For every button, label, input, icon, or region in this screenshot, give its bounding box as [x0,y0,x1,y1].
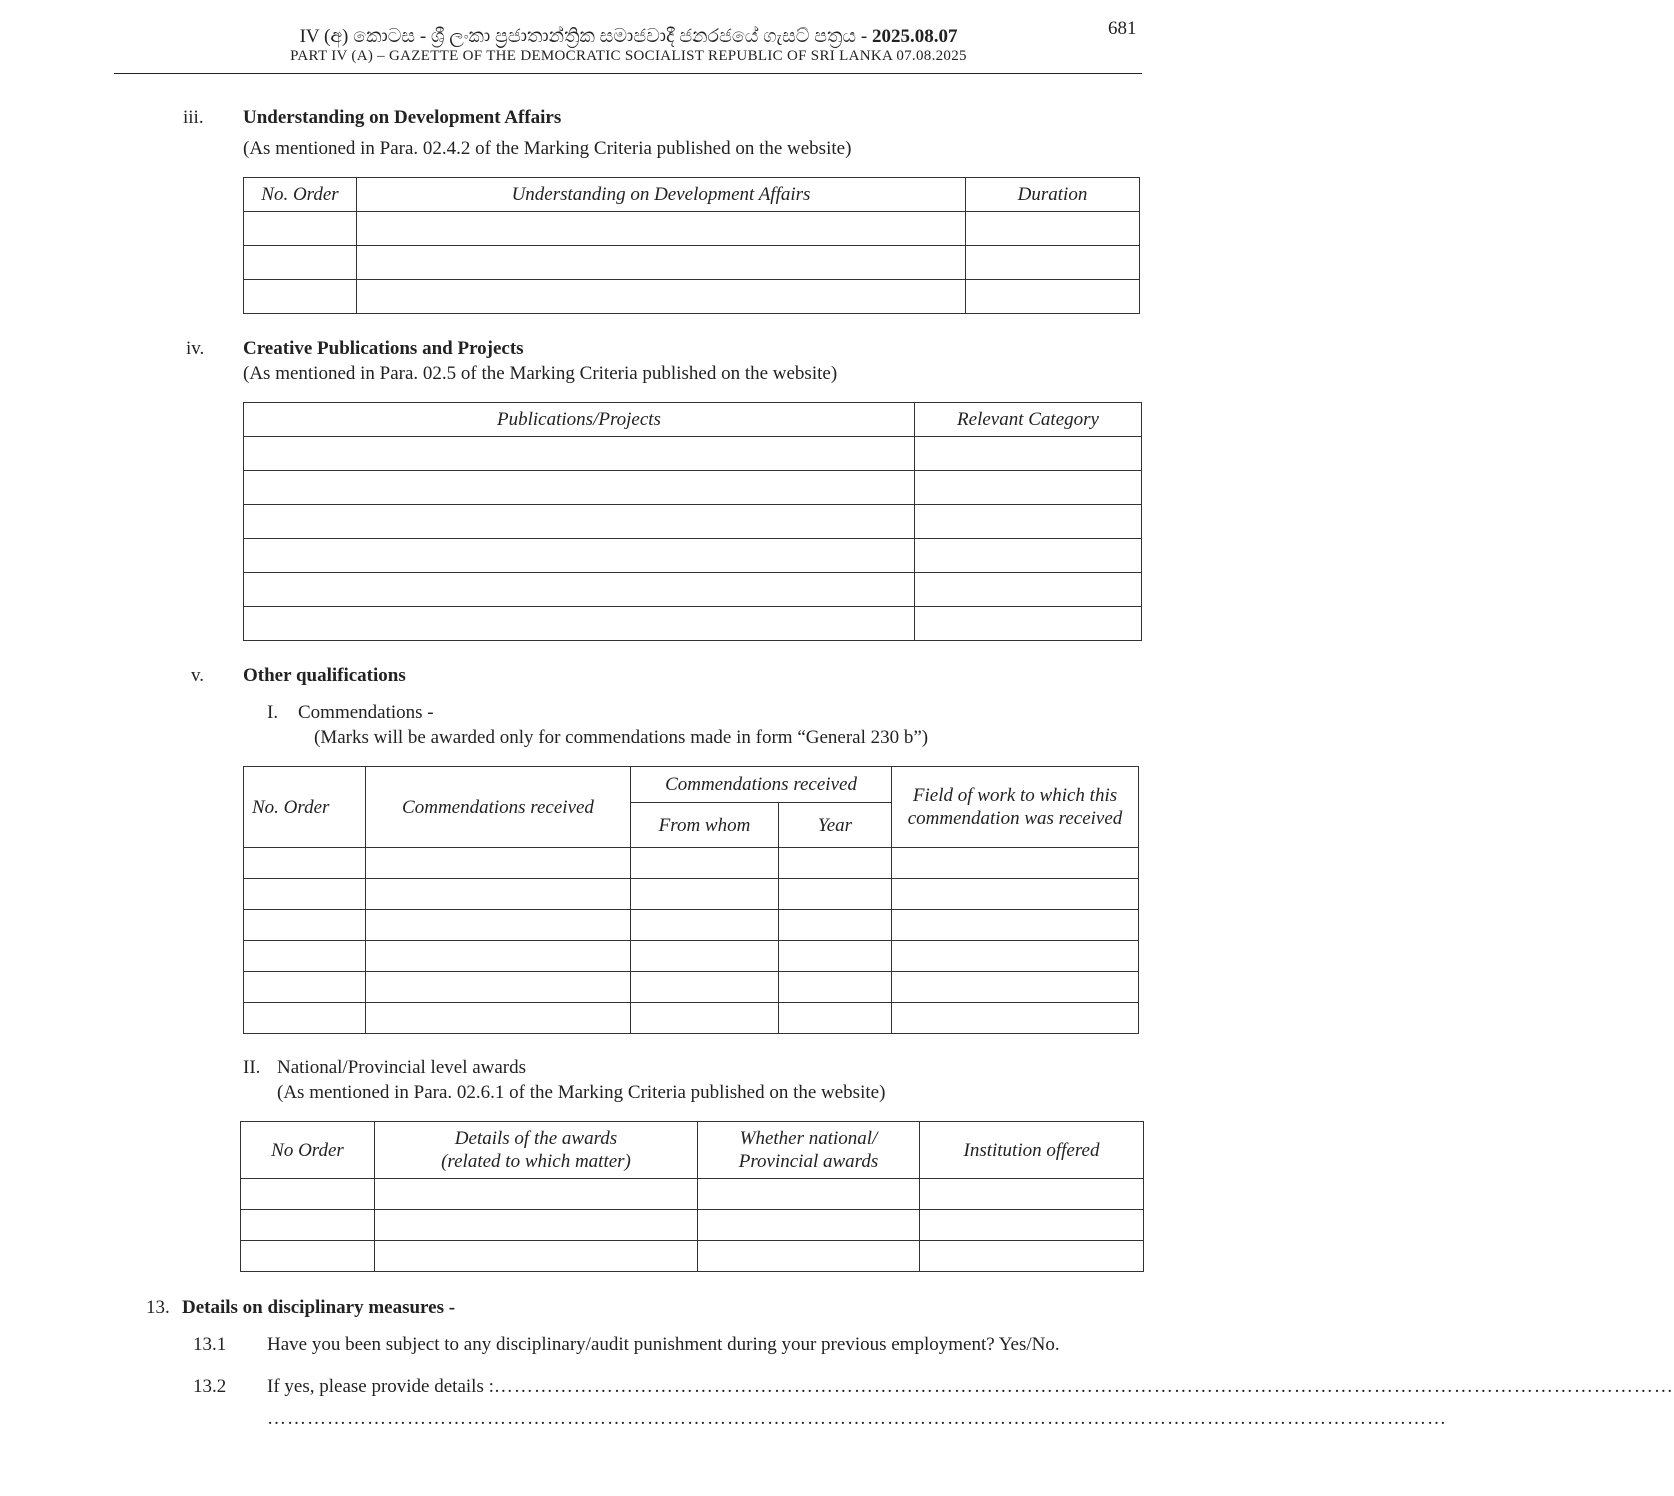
table-row [244,1003,1139,1034]
col-no-order: No Order [241,1122,375,1179]
section-13-title: Details on disciplinary measures - [182,1297,456,1318]
page-number: 681 [1108,18,1137,39]
table-cell[interactable] [698,1241,920,1272]
table-cell[interactable] [244,607,915,641]
gazette-header-sinhala [0,24,1257,50]
table-cell[interactable] [631,1003,779,1034]
table-cell[interactable] [631,879,779,910]
question-13-2-line [267,1375,1674,1399]
col-commendations-received: Commendations received [366,767,631,848]
section-iii-numeral: iii. [183,107,204,128]
col-details-of-awards [375,1122,698,1179]
table-cell[interactable] [779,1003,892,1034]
table-cell[interactable] [366,941,631,972]
col-details-line-1: Details of the awards [454,1128,618,1149]
table-cell[interactable] [631,848,779,879]
table-header-row [241,1122,1144,1179]
table-cell[interactable] [915,539,1142,573]
table-row [241,1179,1144,1210]
section-iv-subtitle: (As mentioned in Para. 02.5 of the Marking Criteria published on the website) [243,363,838,384]
table-cell[interactable] [779,941,892,972]
table-header-row [244,403,1142,437]
col-relevant-category: Relevant Category [915,403,1142,437]
table-cell[interactable] [244,848,366,879]
table-cell[interactable] [631,972,779,1003]
table-row [244,879,1139,910]
table-row [244,212,1140,246]
header-date: 2025.08.07 [871,26,958,47]
table-row [244,246,1140,280]
details-answer-line-1[interactable]: …………………………………………………………………………………………………………………………………………………………… [493,1376,1674,1397]
table-cell[interactable] [244,879,366,910]
table-row [241,1210,1144,1241]
table-header-row [244,178,1140,212]
table-cell[interactable] [244,280,357,314]
col-whether-line-2: Provincial awards [738,1151,879,1172]
table-cell[interactable] [915,437,1142,471]
table-cell[interactable] [779,910,892,941]
table-cell[interactable] [366,848,631,879]
table-cell[interactable] [966,246,1140,280]
table-row [244,848,1139,879]
table-cell[interactable] [779,879,892,910]
section-v-title: Other qualifications [243,665,406,686]
table-cell[interactable] [631,910,779,941]
table-cell[interactable] [357,212,966,246]
table-cell[interactable] [244,212,357,246]
table-cell[interactable] [241,1241,375,1272]
table-row [244,573,1142,607]
table-cell[interactable] [892,972,1139,1003]
table-row [244,972,1139,1003]
col-no-order: No. Order [244,767,366,848]
col-whether-national [698,1122,920,1179]
header-sinhala-text: IV (අ) කොටස - ශ්‍රී ලංකා ප්‍රජාතාන්ත්‍රික සමාජවාදී ජනරජයේ ගැසට් පත්‍රය - [299,26,868,47]
table-row [244,910,1139,941]
commendations-table [243,766,1139,1034]
awards-table [240,1121,1144,1272]
table-cell[interactable] [892,1003,1139,1034]
publications-table [243,402,1142,641]
table-cell[interactable] [915,505,1142,539]
table-cell[interactable] [357,246,966,280]
table-cell[interactable] [698,1179,920,1210]
table-cell[interactable] [375,1210,698,1241]
table-cell[interactable] [244,1003,366,1034]
col-field-of-work: Field of work to which this commendation was received [892,767,1139,848]
section-v-numeral: v. [191,665,205,686]
table-cell[interactable] [779,848,892,879]
table-header-row [244,767,1139,803]
table-cell[interactable] [366,879,631,910]
table-cell[interactable] [779,972,892,1003]
header-divider [114,73,1142,74]
col-whether-line-1: Whether national/ [739,1128,878,1149]
col-publications: Publications/Projects [244,403,915,437]
col-year: Year [779,803,892,848]
table-row [241,1241,1144,1272]
table-cell[interactable] [892,910,1139,941]
table-cell[interactable] [244,972,366,1003]
table-cell[interactable] [241,1210,375,1241]
development-affairs-table [243,177,1140,314]
table-cell[interactable] [244,941,366,972]
table-cell[interactable] [244,910,366,941]
table-cell[interactable] [366,910,631,941]
table-cell[interactable] [366,1003,631,1034]
table-cell[interactable] [244,573,915,607]
question-13-2-text: If yes, please provide details : [267,1376,494,1397]
table-row [244,437,1142,471]
commendations-title: Commendations - [298,702,434,723]
table-cell[interactable] [631,941,779,972]
table-cell[interactable] [966,280,1140,314]
col-institution-offered: Institution offered [920,1122,1144,1179]
table-cell[interactable] [920,1179,1144,1210]
awards-title: National/Provincial level awards [277,1057,527,1078]
gazette-header-english: PART IV (A) – GAZETTE OF THE DEMOCRATIC SOCIALIST REPUBLIC OF SRI LANKA 07.08.2025 [290,48,967,64]
awards-numeral: II. [243,1057,261,1078]
question-13-2-number: 13.2 [193,1376,227,1397]
table-cell[interactable] [920,1210,1144,1241]
table-row [244,471,1142,505]
col-duration: Duration [966,178,1140,212]
table-row [244,505,1142,539]
table-cell[interactable] [375,1241,698,1272]
table-cell[interactable] [892,879,1139,910]
col-group-commendations-received: Commendations received [631,767,892,803]
col-from-whom: From whom [631,803,779,848]
table-cell[interactable] [241,1179,375,1210]
table-cell[interactable] [366,972,631,1003]
table-cell[interactable] [244,505,915,539]
awards-note: (As mentioned in Para. 02.6.1 of the Marking Criteria published on the website) [277,1082,886,1103]
col-no-order: No. Order [244,178,357,212]
section-iv-numeral: iv. [186,338,205,359]
table-cell[interactable] [244,246,357,280]
table-cell[interactable] [244,437,915,471]
table-cell[interactable] [915,471,1142,505]
section-13-number: 13. [146,1297,170,1318]
details-answer-line-2[interactable]: …………………………………………………………………………………………………………………………………………………………… [267,1408,1447,1429]
table-row [244,941,1139,972]
table-cell[interactable] [244,539,915,573]
table-row [244,539,1142,573]
question-13-1-text: Have you been subject to any disciplinary/audit punishment during your previous employment? Yes/No. [267,1334,1060,1355]
table-cell[interactable] [375,1179,698,1210]
table-cell[interactable] [892,941,1139,972]
table-cell[interactable] [698,1210,920,1241]
table-cell[interactable] [357,280,966,314]
table-cell[interactable] [966,212,1140,246]
section-iv-title: Creative Publications and Projects [243,338,524,359]
col-details-line-2: (related to which matter) [441,1151,631,1172]
table-cell[interactable] [244,471,915,505]
question-13-1-number: 13.1 [193,1334,227,1355]
table-cell[interactable] [915,573,1142,607]
commendations-numeral: I. [267,702,279,723]
table-cell[interactable] [920,1241,1144,1272]
section-iii-subtitle: (As mentioned in Para. 02.4.2 of the Marking Criteria published on the website) [243,138,852,159]
section-iii-title: Understanding on Development Affairs [243,107,562,128]
table-cell[interactable] [915,607,1142,641]
commendations-note: (Marks will be awarded only for commendations made in form “General 230 b”) [314,727,929,748]
table-row [244,280,1140,314]
table-row [244,607,1142,641]
col-understanding: Understanding on Development Affairs [357,178,966,212]
table-cell[interactable] [892,848,1139,879]
